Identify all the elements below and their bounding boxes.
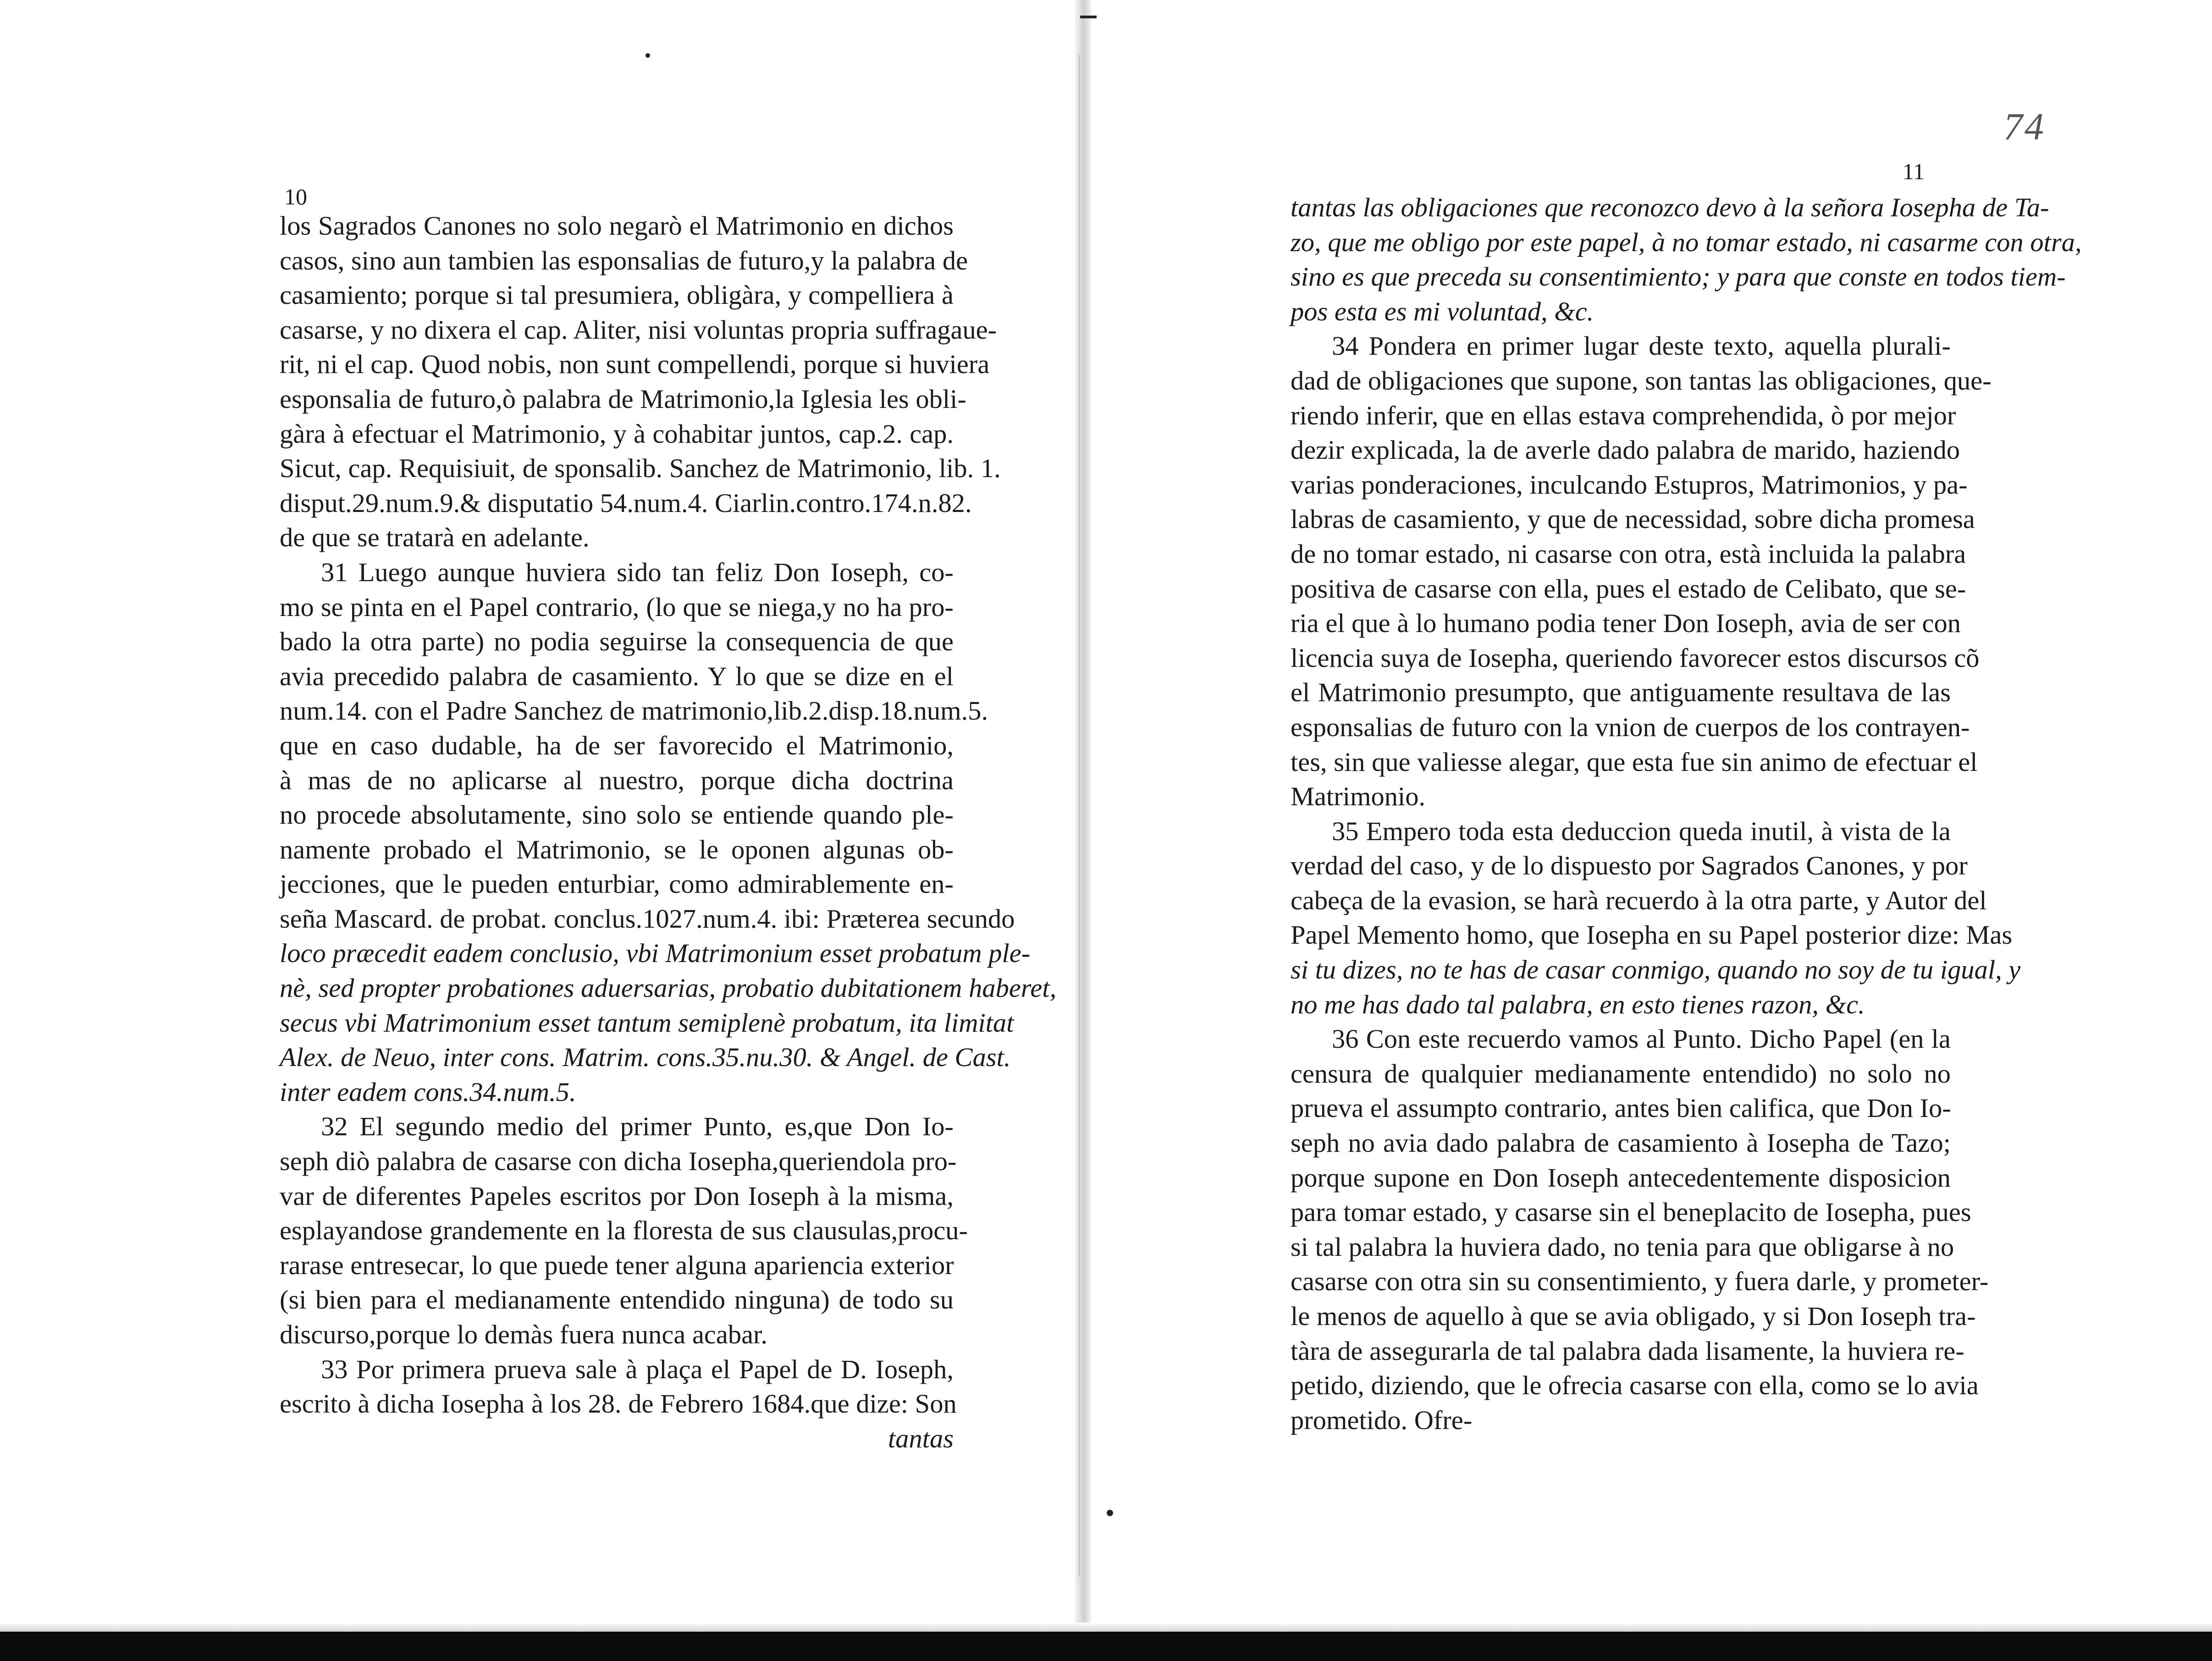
ink-speck: [1080, 16, 1097, 18]
text-line: el Matrimonio presumpto, que antiguamente resultava de las: [1291, 677, 1951, 708]
text-line: 31 Luego aunque huviera sido tan feliz Don Ioseph, co-: [321, 557, 954, 587]
text-line: mo se pinta en el Papel contrario, (lo que se niega,y no ha pro-: [280, 592, 954, 622]
book-gutter: [1075, 0, 1091, 1632]
text-line: que en caso dudable, ha de ser favorecido el Matrimonio,: [280, 730, 954, 760]
text-line: sino es que preceda su consentimiento; y para que conste en todos tiem-: [1291, 262, 2066, 292]
text-line: (si bien para el medianamente entendido ninguna) de todo su: [280, 1285, 954, 1315]
text-line: rit, ni el cap. Quod nobis, non sunt compellendi, porque si huviera: [280, 349, 990, 380]
text-line: seph no avia dado palabra de casamiento à Iosepha de Tazo;: [1291, 1128, 1951, 1158]
text-line: de no tomar estado, ni casarse con otra, està incluida la palabra: [1291, 539, 1966, 569]
text-line: esplayandose grandemente en la floresta de sus clausulas,procu-: [280, 1216, 968, 1246]
right-page-text: [1291, 190, 2082, 1437]
text-line: labras de casamiento, y que de necessidad, sobre dicha promesa: [1291, 504, 1975, 534]
text-line: los Sagrados Canones no solo negarò el Matrimonio en dichos: [280, 211, 954, 241]
text-line: gàra à efectuar el Matrimonio, y à cohabitar juntos, cap.2. cap.: [280, 418, 954, 449]
text-line: si tu dizes, no te has de casar conmigo, quando no soy de tu igual, y: [1291, 955, 2021, 985]
text-line: seña Mascard. de probat. conclus.1027.num.4. ibi: Præterea secundo: [280, 903, 1015, 934]
text-line: disput.29.num.9.& disputatio 54.num.4. Ciarlin.contro.174.n.82.: [280, 488, 972, 518]
text-line: prometido. Ofre-: [1291, 1405, 1473, 1435]
text-line: esponsalias de futuro con la vnion de cuerpos de los contrayen-: [1291, 712, 1970, 742]
text-line: no procede absolutamente, sino solo se entiende quando ple-: [280, 800, 954, 830]
text-line: 32 El segundo medio del primer Punto, es,que Don Io-: [321, 1111, 954, 1142]
text-line: casos, sino aun tambien las esponsalias de futuro,y la palabra de: [280, 245, 968, 275]
text-line: tantas: [888, 1423, 954, 1453]
text-line: tes, sin que valiesse alegar, que esta fue sin animo de efectuar el: [1291, 747, 1978, 777]
text-line: inter eadem cons.34.num.5.: [280, 1077, 576, 1107]
text-line: le menos de aquello à que se avia obligado, y si Don Ioseph tra-: [1291, 1301, 1976, 1331]
text-line: avia precedido palabra de casamiento. Y lo que se dize en el: [280, 661, 954, 691]
text-line: varias ponderaciones, inculcando Estupros, Matrimonios, y pa-: [1291, 469, 1968, 500]
text-line: dad de obligaciones que supone, son tantas las obligaciones, que-: [1291, 365, 1991, 396]
text-line: licencia suya de Iosepha, queriendo favorecer estos discursos cõ: [1291, 643, 1980, 673]
text-line: casarse, y no dixera el cap. Aliter, nisi voluntas propria suffragaue-: [280, 314, 997, 345]
gutter-shadow-line: [1078, 55, 1080, 1577]
text-line: Sicut, cap. Requisiuit, de sponsalib. Sanchez de Matrimonio, lib. 1.: [280, 453, 1001, 484]
left-page-text: [280, 209, 1057, 1456]
text-line: para tomar estado, y casarse sin el beneplacito de Iosepha, pues: [1291, 1197, 1971, 1227]
text-line: 34 Pondera en primer lugar deste texto, aquella plurali-: [1332, 331, 1951, 361]
scan-bottom-border: [0, 1632, 2212, 1661]
text-line: cabeça de la evasion, se harà recuerdo à la otra parte, y Autor del: [1291, 885, 1987, 915]
text-line: à mas de no aplicarse al nuestro, porque dicha doctrina: [280, 765, 954, 795]
text-line: pos esta es mi voluntad, &c.: [1291, 296, 1594, 326]
right-page-number: 11: [1903, 159, 1925, 184]
text-line: Papel Memento homo, que Iosepha en su Papel posterior dize: Mas: [1291, 920, 2013, 950]
text-line: verdad del caso, y de lo dispuesto por Sagrados Canones, y por: [1291, 851, 1968, 881]
text-line: Matrimonio.: [1291, 781, 1426, 812]
text-line: var de diferentes Papeles escritos por Don Ioseph à la misma,: [280, 1181, 954, 1211]
text-line: casarse con otra sin su consentimiento, y fuera darle, y prometer-: [1291, 1266, 1989, 1297]
page-bottom-edge: [0, 1622, 2212, 1633]
text-line: jecciones, que le pueden enturbiar, como admirablemente en-: [280, 869, 954, 899]
text-line: escrito à dicha Iosepha à los 28. de Febrero 1684.que dize: Son: [280, 1389, 957, 1419]
text-line: nè, sed propter probationes aduersarias, probatio dubitationem haberet,: [280, 973, 1057, 1003]
ink-speck: [1107, 1510, 1113, 1516]
text-line: porque supone en Don Ioseph antecedentemente disposicion: [1291, 1162, 1951, 1193]
text-line: num.14. con el Padre Sanchez de matrimonio,lib.2.disp.18.num.5.: [280, 696, 988, 726]
text-line: discurso,porque lo demàs fuera nunca acabar.: [280, 1320, 767, 1349]
text-line: bado la otra parte) no podia seguirse la consequencia de que: [280, 627, 954, 657]
text-line: tàra de assegurarla de tal palabra dada lisamente, la huviera re-: [1291, 1336, 1964, 1366]
text-line: esponsalia de futuro,ò palabra de Matrimonio,la Iglesia les obli-: [280, 384, 966, 414]
text-line: petido, diziendo, que le ofrecia casarse con ella, como se lo avia: [1291, 1370, 1979, 1401]
text-line: Alex. de Neuo, inter cons. Matrim. cons.35.nu.30. & Angel. de Cast.: [280, 1042, 1011, 1072]
text-line: 35 Empero toda esta deduccion queda inutil, à vista de la: [1332, 816, 1951, 846]
text-line: 33 Por primera prueva sale à plaça el Papel de D. Ioseph,: [321, 1354, 954, 1384]
text-line: 36 Con este recuerdo vamos al Punto. Dicho Papel (en la: [1332, 1024, 1951, 1054]
text-line: si tal palabra la huviera dado, no tenia para que obligarse à no: [1291, 1232, 1954, 1262]
text-line: seph diò palabra de casarse con dicha Iosepha,queriendola pro-: [280, 1146, 957, 1177]
text-line: censura de qualquier medianamente entendido) no solo no: [1291, 1058, 1951, 1089]
text-line: positiva de casarse con ella, pues el estado de Celibato, que se-: [1291, 573, 1966, 604]
text-line: zo, que me obligo por este papel, à no tomar estado, ni casarme con otra,: [1291, 227, 2082, 257]
text-line: casamiento; porque si tal presumiera, obligàra, y compelliera à: [280, 280, 954, 310]
text-line: rarase entresecar, lo que puede tener alguna apariencia exterior: [280, 1250, 954, 1280]
text-line: riendo inferir, que en ellas estava comprehendida, ò por mejor: [1291, 400, 1956, 430]
text-line: prueva el assumpto contrario, antes bien califica, que Don Io-: [1291, 1093, 1951, 1123]
left-page-number: 10: [284, 184, 307, 209]
text-line: loco præcedit eadem conclusio, vbi Matrimonium esset probatum ple-: [280, 938, 1031, 968]
text-line: tantas las obligaciones que reconozco devo à la señora Iosepha de Ta-: [1291, 192, 2049, 222]
text-line: de que se tratarà en adelante.: [280, 522, 590, 553]
handwritten-folio-number: 74: [2003, 105, 2046, 148]
text-line: secus vbi Matrimonium esset tantum semiplenè probatum, ita limitat: [280, 1007, 1014, 1038]
text-line: no me has dado tal palabra, en esto tienes razon, &c.: [1291, 989, 1865, 1019]
text-line: dezir explicada, la de averle dado palabra de marido, haziendo: [1291, 435, 1960, 465]
ink-speck: [645, 53, 650, 58]
text-line: ria el que à lo humano podia tener Don Ioseph, avia de ser con: [1291, 608, 1961, 638]
text-line: namente probado el Matrimonio, se le oponen algunas ob-: [280, 834, 954, 864]
